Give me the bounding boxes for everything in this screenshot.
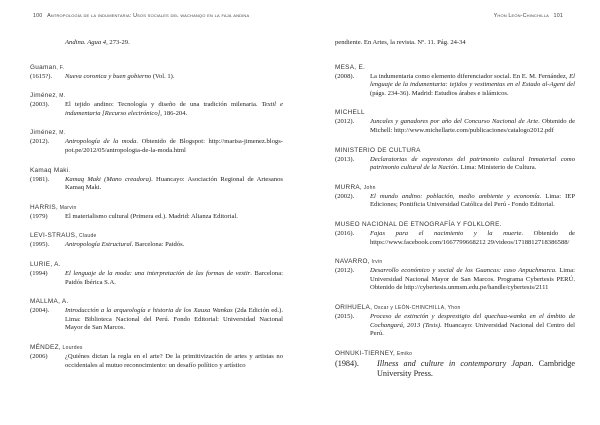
bib-entry [30,298,283,333]
right-header-text: Yhon León-Chinchilla [493,13,549,19]
entry-text: Kamaq Maki (Mano creadora). Huancayo: Asociación Regional de Artesanos Kamaq Maki. [65,175,283,192]
entry-author: MALLMA, A. [30,298,69,306]
entry-text: Proceso de extinción y desprestigio del quechua-wanka en el ámbito de Cochangará, 2013 (Tesis). Huancayo: Universidad Nacional del Centro del Perú. [370,312,576,338]
entry-year: (2012). [335,267,355,275]
entry-year: (2012). [335,118,355,126]
right-page-number: 101 [553,13,563,19]
entry-year: (1981). [30,175,50,183]
entry-author: Jiménez, M. [30,129,66,137]
bib-entry [335,147,575,173]
entry-year: (2002). [335,192,355,200]
left-page-number: 100 [33,13,43,19]
continuation-entry [30,39,283,48]
entry-author: Jiménez, M. [30,92,66,100]
entry-year: (2006) [30,352,48,360]
right-entries [335,39,575,390]
entry-text: El mundo andino: población, medio ambiente y economía. Lima: IEP Ediciones; Pontificia Universidad Católica del Perú - Fondo Editorial. [370,192,575,209]
entry-author: ORIHUELA, Oscar y LEÓN-CHINCHILLA, Yhon [335,303,461,311]
entry-text: Declaratorias de expresiones del patrimonio cultural Inmaterial como patrimonio cultural de la Nación. Lima: Ministerio de Cultura. [370,155,575,172]
entry-text: Desarrollo económico y social de los Guancas: caso Anpuchmarca. Lima: Universidad Nacional Mayor de San Marcos. Programa Cybertesis PERÚ. Obtenido de http://cybertesis.unmsm.edu.pe/handle/cybertesis/2111 [370,267,576,292]
bib-entry [30,92,283,118]
right-running-header [494,13,566,19]
entry-text: Illness and culture in contemporary Japan. Cambridge University Press. [377,358,575,378]
entry-year: (2012). [30,138,50,146]
entry-text: Introducción a la arqueología e historia de los Xauxa Wankas (2da Edición ed.). Lima: Biblioteca Nacional del Perú. Fondo Editorial: Universidad Nacional Mayor de San Marcos. [65,307,283,332]
continuation-entry [335,39,575,48]
entry-year: (2016). [335,229,355,237]
entry-year: (1994) [30,269,48,277]
entry-year: (2013). [335,155,355,163]
bib-entry [30,167,283,193]
entry-year: (1979) [30,212,48,220]
entry-year: (2008). [335,72,355,80]
entry-author: MICHELL [335,109,365,117]
entry-author: MINISTERIO DE CULTURA [335,146,421,154]
bib-entry [335,258,575,293]
bib-entry [30,344,283,370]
entry-author: MUSEO NACIONAL DE ETNOGRAFÍA Y FOLKLORE. [335,220,502,228]
entry-author: Guaman, F. [30,63,65,71]
entry-year: (1615?). [30,72,53,80]
bib-entry [30,129,283,155]
entry-text: La indumentaria como elemento diferenciador social. En E. M. Fernández, El lenguaje de la indumentaria: tejidos y vestimentas en el Estado al-Ageni del (págs. 234-36). Madrid: Estudios árabes e islámicos. [370,72,575,97]
bib-entry [30,204,283,222]
citation-rest: , 273-29. [106,39,130,46]
entry-author: NAVARRO, Irvin [335,258,383,266]
bib-entry [335,304,575,339]
bib-entry [30,64,283,82]
entry-year: (2015). [335,312,355,320]
entry-text: El materialismo cultural (Primera ed.). Madrid: Alianza Editorial. [65,212,238,220]
entry-text: Nueva coronica y buen gobierno (Vol. 1). [65,72,175,80]
entry-author: LURIE, A. [30,260,61,268]
entry-text: Antropología de la moda. Obtenido de Blogspot: http://marisa-jimenez.blogs-pot.pe/2012/05/antropologia-de-la-moda.html [65,138,283,154]
entry-text: El lenguaje de la moda: una interpretación de las formas de vestir. Barcelona: Paidós Ibérica S.A. [65,269,283,286]
entry-author: MÉNDEZ, Lourdes [30,343,83,351]
entry-year: (2004). [30,307,50,315]
bib-entry [335,221,575,247]
bib-entry [30,232,283,250]
entry-year: (1995). [30,241,50,249]
bib-entry [30,261,283,287]
bib-entry [335,109,575,135]
left-entries [30,39,283,381]
entry-author: Kamaq Maki. [30,166,71,174]
entry-author: OHNUKI-TIERNEY, Emiko [335,349,413,357]
entry-author: MESA, E. [335,63,366,71]
entry-text: El tejido andino: Tecnología y diseño de una tradición milenaria. Textil e indumentaria [Recurso electrónico], 186-204. [65,101,283,117]
bib-entry [335,184,575,210]
left-header-text: Antropología de la indumentaria: Usos sociales del wachanqo en la faja andina [47,13,250,19]
entry-year: (2003). [30,101,50,109]
entry-year: (1984). [335,358,359,368]
bib-entry [335,350,575,379]
entry-author: HARRIS, Marvin [30,203,77,211]
citation-rest: pendiente. En Artes, la revista. Nº. 11. Pág. 24-34 [335,39,466,46]
entry-text: Fajas para el nacimiento y la muerte. Obtenido de https://www.facebook.com/1667799668212 29/videos/1718812718386588/ [370,229,575,246]
entry-text: Juncales y ganadores por año del Concurso Nacional de Arte. Obtenido de Michell: http://www.michellarte.com/publicaciones/catalogo2012.pdf [370,118,575,134]
bib-entry [335,64,575,99]
entry-author: MURRA, John [335,183,376,191]
entry-author: LEVI-STRAUS, Claude [30,232,97,240]
left-running-header [30,13,249,19]
entry-text: Antropología Estructural. Barcelona: Paidós. [65,241,185,249]
citation-title: Andina. Agua 4 [65,39,107,46]
entry-text: ¿Quiénes dictan la regla en el arte? De la primitivización de artes y artistas no occidentales al mutuo reconocimiento: un desafío político y artístico [65,352,283,369]
right-page [300,0,600,425]
